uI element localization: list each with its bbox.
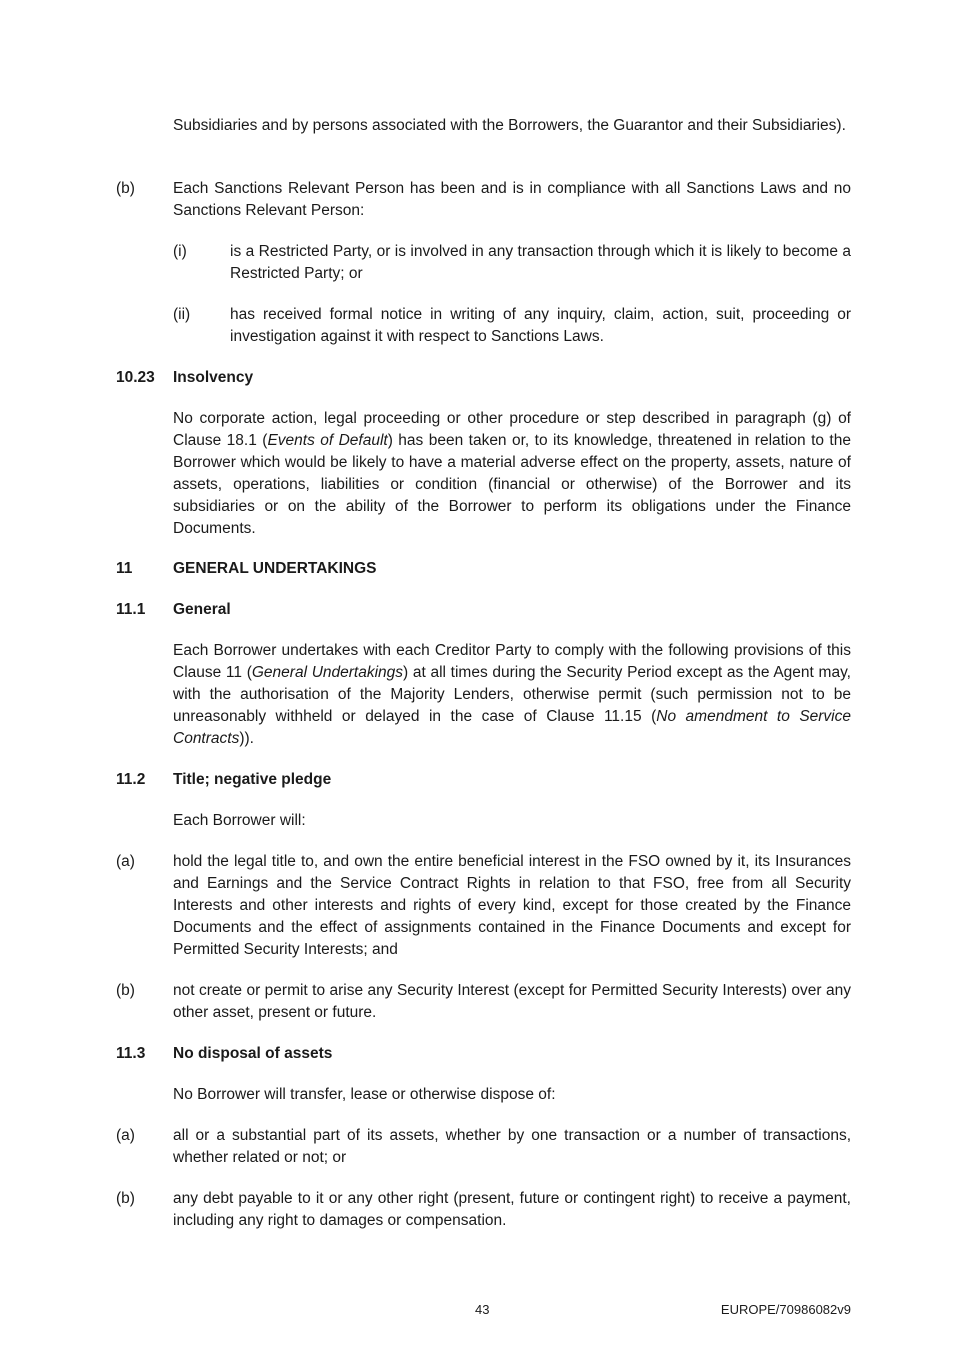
section-number: 11.3 bbox=[116, 1045, 146, 1062]
page-number: 43 bbox=[475, 1302, 490, 1317]
sanctions-label: (b) bbox=[116, 180, 135, 197]
general-paragraph: Each Borrower undertakes with each Creditor Party to comply with the following provisions of this Clause 11 (General Undertakings) at all times during the Security Period except as the Agent may, with the authorisation of the Majority Lenders, otherwise permit (such permission not to be unreasonably withheld or delayed in the case of Clause 11.15 (No amendment to Service Contracts)). bbox=[173, 642, 851, 747]
section-number: 11 bbox=[116, 560, 133, 577]
sanctions-item: is a Restricted Party, or is involved in any transaction through which it is likely to become a Restricted Party; or bbox=[230, 243, 851, 282]
section-heading: GENERAL UNDERTAKINGS bbox=[173, 560, 377, 577]
sanctions-item: has received formal notice in writing of any inquiry, claim, action, suit, proceeding or investigation against it with respect to Sanctions Laws. bbox=[230, 306, 851, 345]
list-item: any debt payable to it or any other right (present, future or contingent right) to receive a payment, including any right to damages or compensation. bbox=[173, 1190, 851, 1229]
section-heading: Insolvency bbox=[173, 369, 254, 386]
sanctions-paragraph: Each Sanctions Relevant Person has been and is in compliance with all Sanctions Laws and no Sanctions Relevant Person: bbox=[173, 180, 851, 219]
section-heading: No disposal of assets bbox=[173, 1045, 333, 1062]
section-heading: General bbox=[173, 601, 231, 618]
lead-paragraph: No Borrower will transfer, lease or otherwise dispose of: bbox=[173, 1086, 556, 1103]
item-label: (a) bbox=[116, 853, 135, 870]
lead-paragraph: Each Borrower will: bbox=[173, 812, 306, 829]
sanctions-item-label: (ii) bbox=[173, 306, 191, 323]
list-item: all or a substantial part of its assets, whether by one transaction or a number of transactions, whether related or not; or bbox=[173, 1127, 851, 1166]
section-number: 11.1 bbox=[116, 601, 146, 618]
sanctions-item-label: (i) bbox=[173, 243, 187, 260]
section-heading: Title; negative pledge bbox=[173, 771, 332, 788]
item-label: (a) bbox=[116, 1127, 135, 1144]
section-number: 10.23 bbox=[116, 369, 155, 386]
list-item: hold the legal title to, and own the entire beneficial interest in the FSO owned by it, its Insurances and Earnings and the Service Contract Rights in relation to that FSO, free from all Security Interests and other interests and rights of every kind, except for those created by the Finance Documents and the effect of assignments contained in the Finance Documents and except for Permitted Security Interests; and bbox=[173, 853, 851, 958]
item-label: (b) bbox=[116, 1190, 135, 1207]
document-reference: EUROPE/70986082v9 bbox=[720, 1302, 851, 1317]
insolvency-paragraph: No corporate action, legal proceeding or other procedure or step described in paragraph (g) of Clause 18.1 (Events of Default) has been taken or, to its knowledge, threatened in relation to the Borrower which would be likely to have a material adverse effect on the property, assets, nature of assets, operations, liabilities or condition (financial or otherwise) of the Borrower and its subsidiaries or on the ability of the Borrower to perform its obligations under the Finance Documents. bbox=[173, 410, 851, 537]
item-label: (b) bbox=[116, 982, 135, 999]
intro-paragraph: Subsidiaries and by persons associated with the Borrowers, the Guarantor and their Subsidiaries). bbox=[173, 117, 846, 134]
section-number: 11.2 bbox=[116, 771, 146, 788]
list-item: not create or permit to arise any Security Interest (except for Permitted Security Interests) over any other asset, present or future. bbox=[173, 982, 851, 1021]
